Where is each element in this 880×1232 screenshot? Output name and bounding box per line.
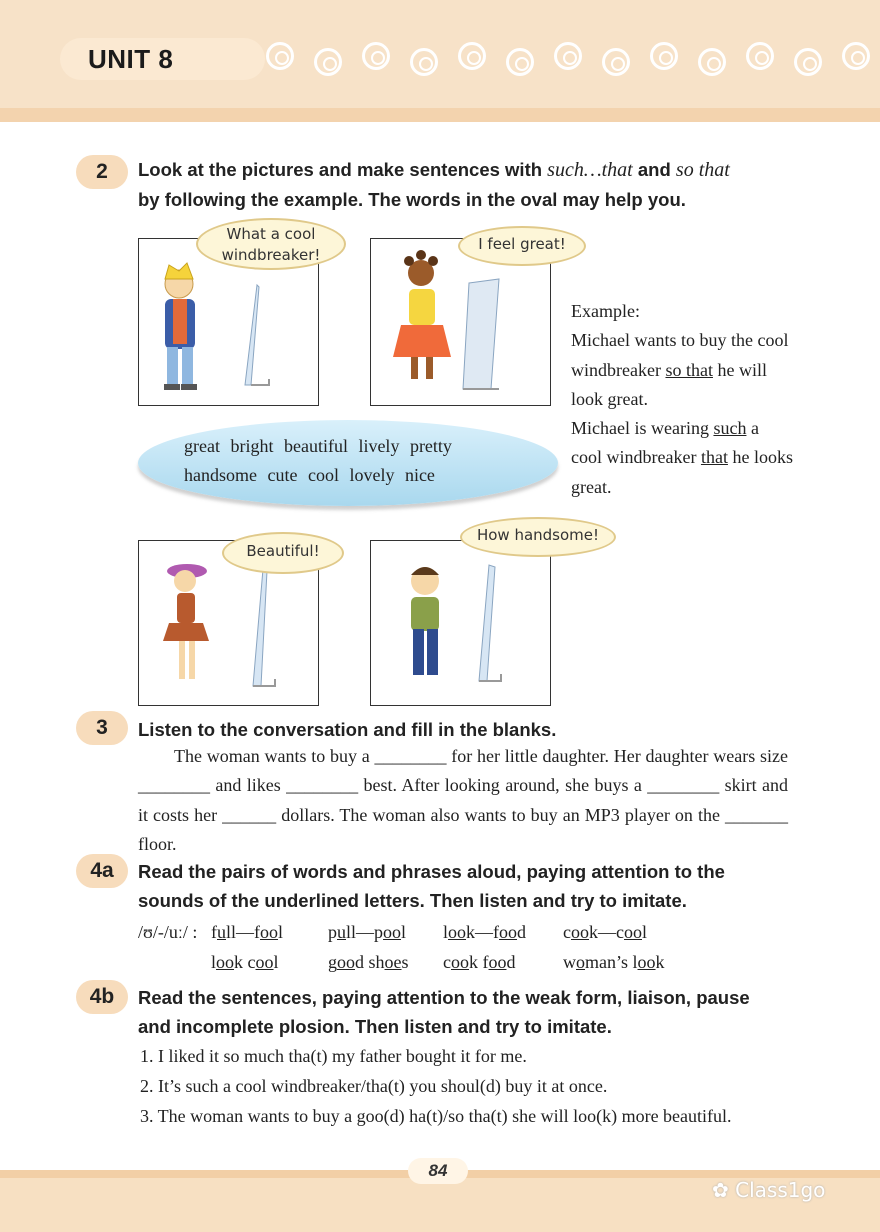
word-pair: pull—pool	[328, 922, 407, 942]
word-phrase: good shoes	[328, 952, 409, 972]
wechat-icon: ✿	[712, 1178, 736, 1202]
section-4a-instruction: Read the pairs of words and phrases aloud, paying attention to the sounds of the underlined letters. Then listen and try to imitate.	[138, 861, 725, 911]
ring-decoration-icon	[842, 42, 870, 70]
example-text: Example: Michael wants to buy the cool windbreaker so that he will look great. Michael is wearing such a cool windbreaker that he looks great.	[571, 301, 793, 497]
ring-decoration-icon	[506, 48, 534, 76]
section-2-number: 2	[76, 155, 128, 189]
sentence-1: 1. I liked it so much tha(t) my father bought it for me.	[140, 1046, 527, 1066]
phonetic-symbol: /ʊ/-/uː/ :	[138, 922, 198, 942]
speech-bubble-great: I feel great!	[458, 226, 586, 266]
section-4b-instruction: Read the sentences, paying attention to the weak form, liaison, pause and incomplete plosion. Then listen and try to imitate.	[138, 987, 750, 1037]
picture-boy-handsome	[370, 540, 551, 706]
speech-bubble-cool: What a cool windbreaker!	[196, 218, 346, 270]
speech-bubble-handsome: How handsome!	[460, 517, 616, 557]
ring-decoration-icon	[794, 48, 822, 76]
sentence-3: 3. The woman wants to buy a goo(d) ha(t)/so tha(t) she will loo(k) more beautiful.	[140, 1106, 732, 1126]
word-phrase: woman’s look	[563, 952, 665, 972]
word-phrase: cook food	[443, 952, 516, 972]
ring-decoration-icon	[650, 42, 678, 70]
word-pair: cook—cool	[563, 922, 648, 942]
ring-decoration-icon	[314, 48, 342, 76]
section-3-number: 3	[76, 711, 128, 745]
section-4b-number: 4b	[76, 980, 128, 1014]
ring-decoration-icon	[602, 48, 630, 76]
section-3-instruction: Listen to the conversation and fill in the blanks.	[138, 719, 557, 740]
ring-decoration-icon	[458, 42, 486, 70]
ring-decoration-icon	[266, 42, 294, 70]
section-2-instruction: Look at the pictures and make sentences with such…that and so that by following the example. The words in the oval may help you.	[138, 159, 730, 210]
word-pair: full—fool	[211, 922, 284, 942]
word-bank-line-1: great bright beautiful lively pretty	[184, 436, 452, 456]
ring-decoration-icon	[746, 42, 774, 70]
word-phrase: look cool	[211, 952, 279, 972]
word-bank-line-2: handsome cute cool lovely nice	[184, 465, 435, 485]
header-stripe	[0, 108, 880, 122]
section-4a-number: 4a	[76, 854, 128, 888]
watermark: ✿ Class1go	[712, 1178, 826, 1202]
section-3-paragraph: The woman wants to buy a ________ for her little daughter. Her daughter wears size ________ and likes ________ best. After looking around, she buys a ________ skirt and it costs her ______ dollars. The woman also wants to buy an MP3 player on the _______ floor.	[138, 746, 788, 855]
word-bank-oval	[138, 420, 558, 506]
unit-title: UNIT 8	[88, 44, 174, 74]
boy-tshirt-mirror-illustration	[371, 541, 549, 704]
sentence-2: 2. It’s such a cool windbreaker/tha(t) you shoul(d) buy it at once.	[140, 1076, 608, 1096]
ring-decoration-icon	[410, 48, 438, 76]
page-number: 84	[408, 1158, 468, 1184]
ring-decoration-icon	[362, 42, 390, 70]
ring-decoration-icon	[554, 42, 582, 70]
word-pair: look—food	[443, 922, 527, 942]
ring-decoration-icon	[698, 48, 726, 76]
speech-bubble-beautiful: Beautiful!	[222, 532, 344, 574]
